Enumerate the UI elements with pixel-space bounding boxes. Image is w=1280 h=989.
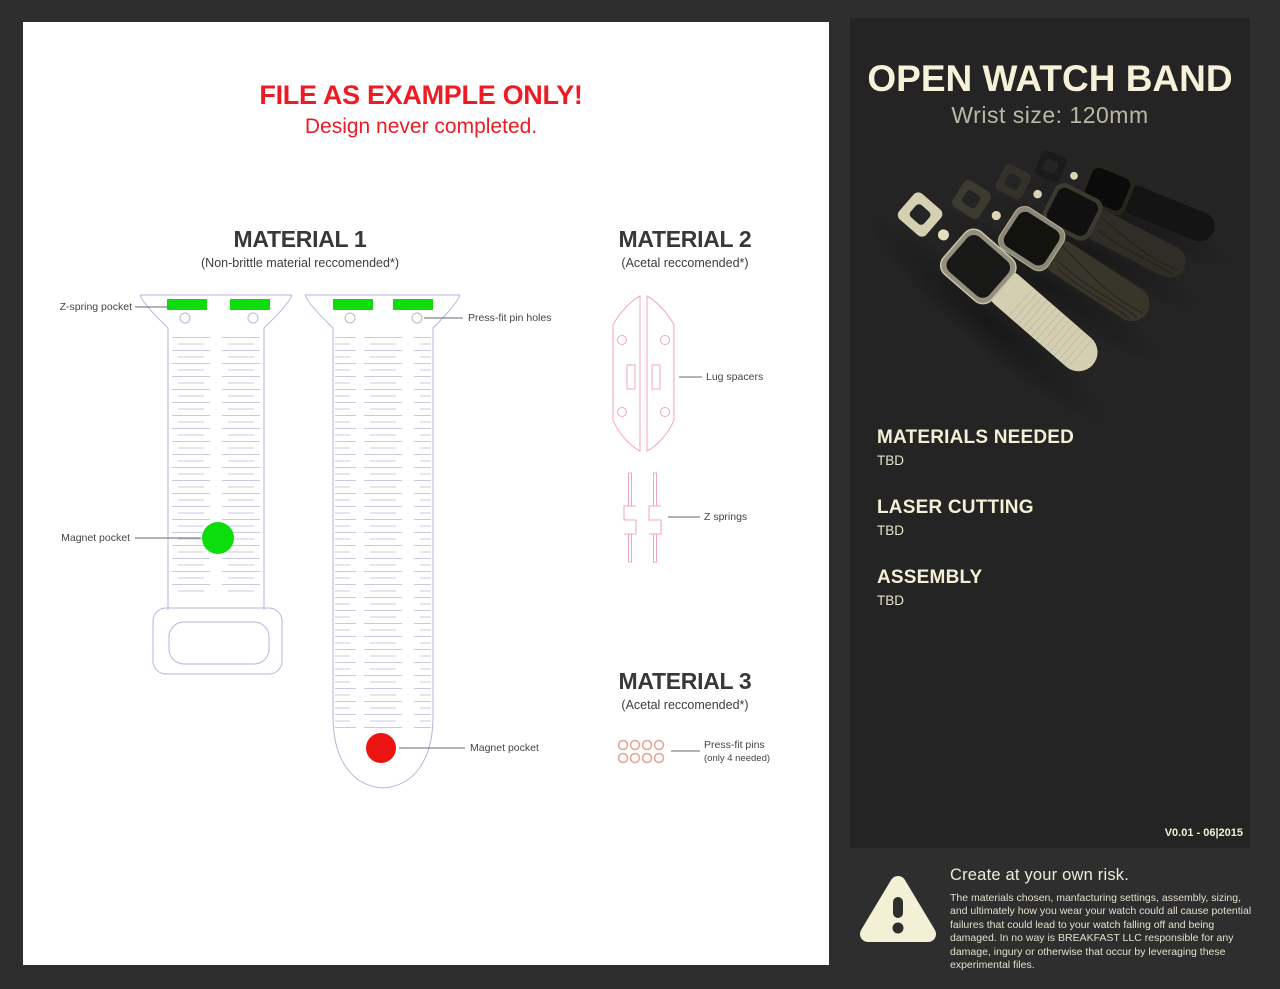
section-title: LASER CUTTING [877, 497, 1034, 518]
material-3-title: MATERIAL 3 [618, 668, 752, 694]
callout-press-fit-pins-note: (only 4 needed) [704, 753, 771, 764]
cut-template-sheet [23, 22, 829, 965]
warning-title: FILE AS EXAMPLE ONLY! [259, 80, 583, 110]
material-1-title: MATERIAL 1 [233, 226, 367, 252]
material-2-subtitle: (Acetal reccomended*) [621, 256, 749, 270]
z-springs-drawing [624, 473, 661, 562]
z-spring-pocket-green-1 [167, 299, 207, 310]
band1-texture [170, 333, 266, 597]
info-panel [850, 18, 1250, 848]
magnet-pocket-red-circle [366, 733, 396, 763]
callout-press-fit-pins-label: Press-fit pins [704, 739, 765, 751]
section-assembly [877, 567, 982, 608]
material-3-subtitle: (Acetal reccomended*) [621, 698, 749, 712]
callout-magnet-pocket-bottom: Magnet pocket [470, 742, 539, 754]
press-fit-pins-drawing [619, 741, 664, 763]
callout-magnet-pocket-top: Magnet pocket [61, 532, 130, 544]
laser-cut-drawing [23, 22, 829, 965]
callout-lug-spacers: Lug spacers [706, 371, 764, 383]
callout-z-spring-pocket: Z-spring pocket [59, 301, 132, 313]
disclaimer-title: Create at your own risk. [950, 866, 1130, 884]
section-title: MATERIALS NEEDED [877, 427, 1075, 448]
z-spring-pocket-green-3 [333, 299, 373, 310]
z-spring-pocket-green-2 [230, 299, 270, 310]
section-value: TBD [877, 523, 904, 538]
material-2-title: MATERIAL 2 [618, 226, 752, 252]
callout-press-fit-pin-holes: Press-fit pin holes [468, 312, 552, 324]
warning-subtitle: Design never completed. [304, 115, 538, 138]
lug-spacers-drawing [613, 296, 674, 451]
disclaimer-text [950, 866, 1258, 972]
band2-texture [335, 333, 431, 729]
magnet-pocket-green-circle [202, 522, 234, 554]
callout-press-fit-pins [704, 739, 770, 764]
warning-triangle-icon [858, 872, 938, 952]
section-materials-needed [877, 427, 1074, 468]
project-title: OPEN WATCH BAND [867, 58, 1233, 99]
disclaimer [856, 866, 1266, 986]
material-1-subtitle: (Non-brittle material reccomended*) [201, 256, 399, 270]
version-label: V0.01 - 06|2015 [1164, 827, 1243, 839]
section-title: ASSEMBLY [877, 567, 983, 588]
callout-z-springs: Z springs [704, 511, 748, 523]
section-laser-cutting [877, 497, 1034, 538]
section-value: TBD [877, 593, 904, 608]
watch-band-render [850, 146, 1250, 426]
z-spring-pocket-green-4 [393, 299, 433, 310]
wrist-size: Wrist size: 120mm [951, 102, 1149, 128]
disclaimer-body: The materials chosen, manfacturing settings, assembly, sizing, and ultimately how you wear your watch could all cause potential failures that could lead to your watch falling off and being damaged. In no way is BREAKFAST LLC responsible for any damage, ingury or otherwise that occur by leveraging these experimental files. [950, 892, 1252, 972]
section-value: TBD [877, 453, 904, 468]
